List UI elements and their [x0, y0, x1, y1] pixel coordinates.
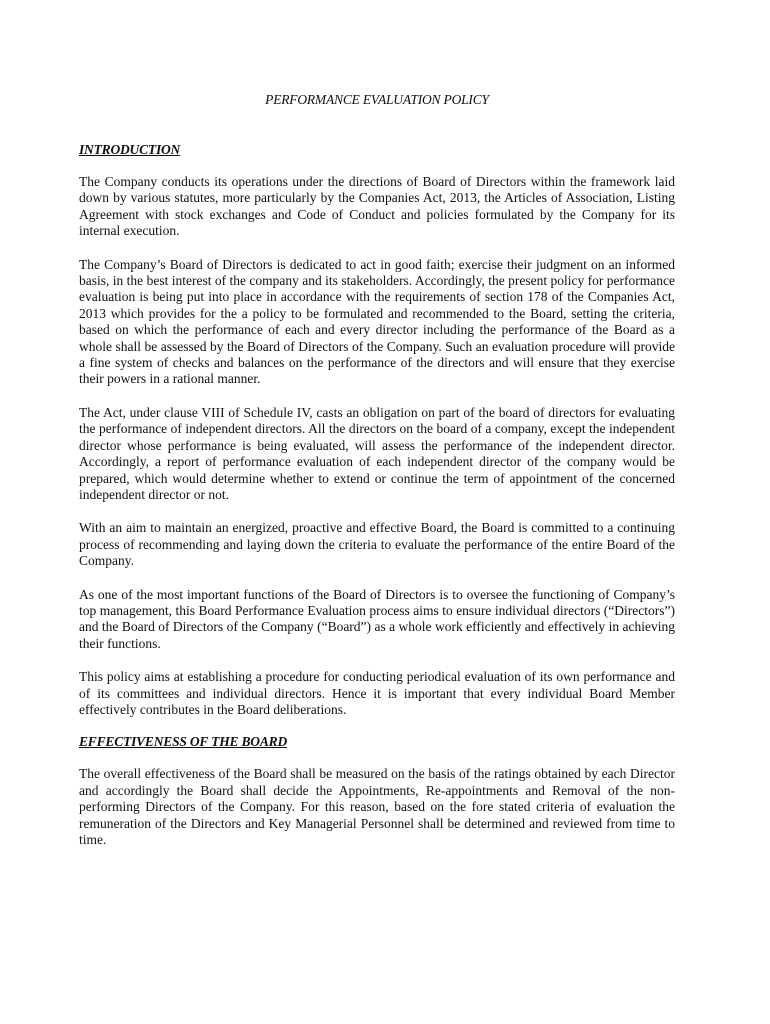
paragraph: This policy aims at establishing a procedure for conducting periodical evaluation of its own performance and of its committees and individual directors. Hence it is important that every individual Board Member effectively contributes in the Board deliberations. [79, 669, 675, 717]
paragraph: With an aim to maintain an energized, proactive and effective Board, the Board is committed to a continuing process of recommending and laying down the criteria to evaluate the performance of the entire Board of the Company. [79, 520, 675, 569]
section-effectiveness-of-the-board [79, 734, 675, 848]
section-heading-introduction: INTRODUCTION [79, 142, 181, 157]
document-page [79, 92, 675, 865]
paragraph: The Company conducts its operations under the directions of Board of Directors within the framework laid down by various statutes, more particularly by the Companies Act, 2013, the Articles of Association, Listing Agreement with stock exchanges and Code of Conduct and policies formulated by the Company for its internal execution. [79, 174, 675, 239]
section-introduction [79, 142, 675, 718]
paragraph: The Company’s Board of Directors is dedicated to act in good faith; exercise their judgment on an informed basis, in the best interest of the company and its stakeholders. Accordingly, the present policy for performance evaluation is being put into place in accordance with the requirements of section 178 of the Companies Act, 2013 which provides for the a policy to be formulated and recommended to the Board, setting the criteria, based on which the performance of each and every director including the performance of the Board as a whole shall be assessed by the Board of Directors of the Company. Such an evaluation procedure will provide a fine system of checks and balances on the performance of the directors and will ensure that they exercise their powers in a rational manner. [79, 256, 675, 387]
paragraph: The Act, under clause VIII of Schedule IV, casts an obligation on part of the board of directors for evaluating the performance of independent directors. All the directors on the board of a company, except the independent director whose performance is being evaluated, will assess the performance of the independent director. Accordingly, a report of performance evaluation of each independent director of the company would be prepared, which would determine whether to extend or continue the term of appointment of the concerned independent director or not. [79, 404, 675, 502]
section-heading-effectiveness: EFFECTIVENESS OF THE BOARD [79, 734, 287, 750]
paragraph: As one of the most important functions of the Board of Directors is to oversee the functioning of Company’s top management, this Board Performance Evaluation process aims to ensure individual directors (“Directors”) and the Board of Directors of the Company (“Board”) as a whole work efficiently and effectively in achieving their functions. [79, 586, 675, 651]
paragraph: The overall effectiveness of the Board shall be measured on the basis of the ratings obtained by each Director and accordingly the Board shall decide the Appointments, Re-appointments and Removal of the non-performing Directors of the Company. For this reason, based on the fore stated criteria of evaluation the remuneration of the Directors and Key Managerial Personnel shall be determined and reviewed from time to time. [79, 766, 675, 847]
document-title: PERFORMANCE EVALUATION POLICY [265, 92, 489, 107]
